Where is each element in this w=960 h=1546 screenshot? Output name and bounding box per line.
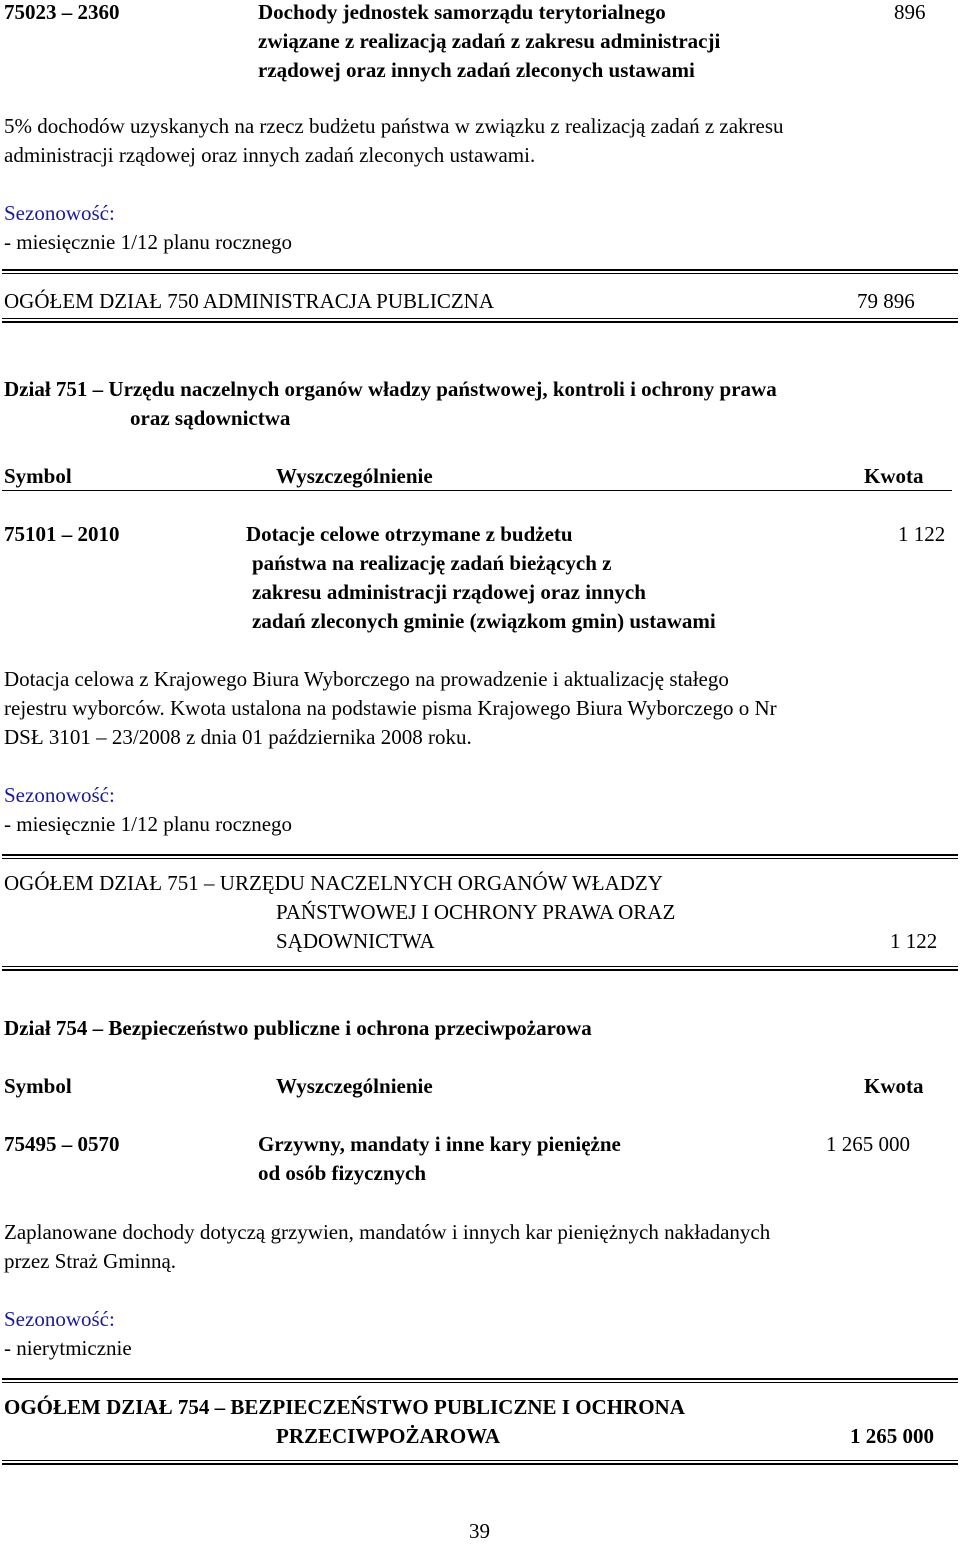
divider <box>2 969 958 971</box>
seasonality-value: - miesięcznie 1/12 planu rocznego <box>4 812 293 836</box>
entry-symbol: 75023 – 2360 <box>4 0 120 24</box>
divider <box>2 1463 958 1465</box>
table-header-underline <box>2 490 952 491</box>
section-total-amount: 1 122 <box>890 929 938 953</box>
entry-description-line: Dotacje celowe otrzymane z budżetu <box>246 522 573 546</box>
page-number: 39 <box>469 1519 490 1543</box>
section-total-label: OGÓŁEM DZIAŁ 754 – BEZPIECZEŃSTWO PUBLICZNE I OCHRONA <box>4 1395 685 1419</box>
section-total-amount: 1 265 000 <box>850 1424 934 1448</box>
divider <box>2 273 958 274</box>
table-header-description: Wyszczególnienie <box>276 464 433 488</box>
section-heading: Dział 751 – Urzędu naczelnych organów władzy państwowej, kontroli i ochrony prawa <box>4 377 777 401</box>
section-total-label: SĄDOWNICTWA <box>276 929 435 953</box>
entry-amount: 1 265 000 <box>826 1132 910 1156</box>
entry-description-line: od osób fizycznych <box>258 1161 426 1185</box>
section-total-label: PAŃSTWOWEJ I OCHRONY PRAWA ORAZ <box>276 900 676 924</box>
note-line: Zaplanowane dochody dotyczą grzywien, mandatów i innych kar pieniężnych nakładanych <box>4 1220 771 1244</box>
section-total-label: OGÓŁEM DZIAŁ 751 – URZĘDU NACZELNYCH ORGANÓW WŁADZY <box>4 871 663 895</box>
seasonality-label: Sezonowość: <box>4 201 115 225</box>
entry-description-line: Grzywny, mandaty i inne kary pieniężne <box>258 1132 621 1156</box>
entry-amount: 896 <box>894 0 926 24</box>
table-header-amount: Kwota <box>864 1074 924 1098</box>
table-header-description: Wyszczególnienie <box>276 1074 433 1098</box>
seasonality-value: - nierytmicznie <box>4 1336 132 1360</box>
divider <box>2 1460 958 1461</box>
section-heading: Dział 754 – Bezpieczeństwo publiczne i ochrona przeciwpożarowa <box>4 1016 592 1040</box>
divider <box>2 321 958 323</box>
table-header-symbol: Symbol <box>4 464 72 488</box>
entry-description-line: związane z realizacją zadań z zakresu administracji <box>258 29 721 53</box>
note-line: przez Straż Gminną. <box>4 1249 177 1273</box>
note-line: administracji rządowej oraz innych zadań zleconych ustawami. <box>4 143 536 167</box>
divider <box>2 858 958 859</box>
section-total-label: PRZECIWPOŻAROWA <box>276 1424 501 1448</box>
entry-symbol: 75495 – 0570 <box>4 1132 120 1156</box>
section-total-label: OGÓŁEM DZIAŁ 750 ADMINISTRACJA PUBLICZNA <box>4 289 495 313</box>
entry-amount: 1 122 <box>898 522 946 546</box>
entry-description-line: zadań zleconych gminie (związkom gmin) ustawami <box>252 609 716 633</box>
divider <box>2 269 958 271</box>
entry-symbol: 75101 – 2010 <box>4 522 120 546</box>
divider <box>2 1378 958 1380</box>
note-line: 5% dochodów uzyskanych na rzecz budżetu państwa w związku z realizacją zadań z zakresu <box>4 114 784 138</box>
note-line: rejestru wyborców. Kwota ustalona na podstawie pisma Krajowego Biura Wyborczego o Nr <box>4 696 777 720</box>
divider <box>2 966 958 967</box>
note-line: Dotacja celowa z Krajowego Biura Wyborczego na prowadzenie i aktualizację stałego <box>4 667 729 691</box>
entry-description-line: państwa na realizację zadań bieżących z <box>252 551 612 575</box>
seasonality-label: Sezonowość: <box>4 783 115 807</box>
table-header-symbol: Symbol <box>4 1074 72 1098</box>
divider <box>2 1382 958 1383</box>
section-heading: oraz sądownictwa <box>130 406 291 430</box>
table-header-amount: Kwota <box>864 464 924 488</box>
seasonality-value: - miesięcznie 1/12 planu rocznego <box>4 230 293 254</box>
entry-description-line: rządowej oraz innych zadań zleconych ustawami <box>258 58 695 82</box>
divider <box>2 318 958 319</box>
entry-description-line: Dochody jednostek samorządu terytorialnego <box>258 0 666 24</box>
entry-description-line: zakresu administracji rządowej oraz innych <box>252 580 646 604</box>
divider <box>2 854 958 856</box>
section-total-amount: 79 896 <box>857 289 915 313</box>
seasonality-label: Sezonowość: <box>4 1307 115 1331</box>
note-line: DSŁ 3101 – 23/2008 z dnia 01 października 2008 roku. <box>4 725 472 749</box>
